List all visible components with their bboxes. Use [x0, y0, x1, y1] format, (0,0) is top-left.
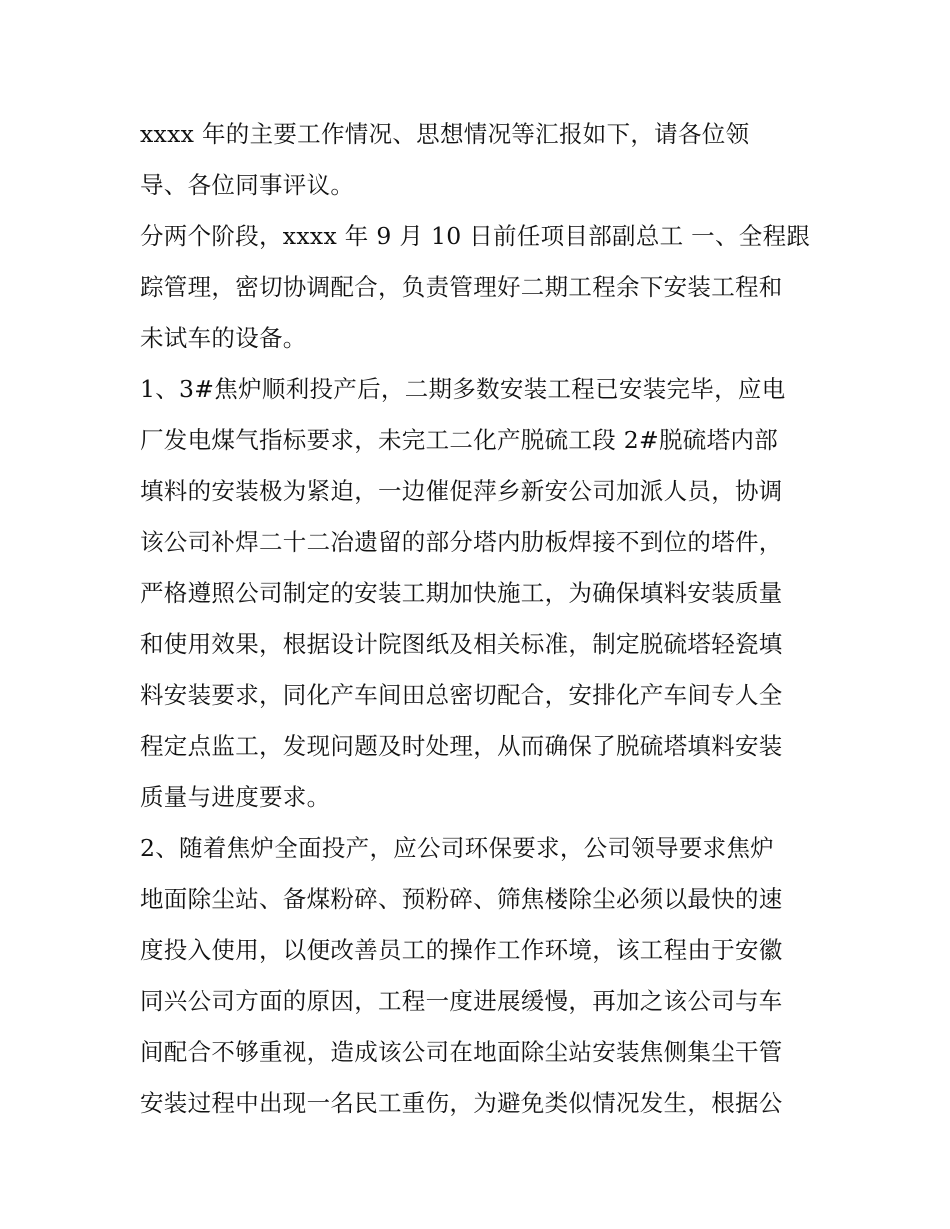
text-line: 厂发电煤气指标要求，未完工二化产脱硫工段 2#脱硫塔内部: [140, 426, 779, 454]
paragraph-intro: [140, 109, 820, 211]
paragraph-stages: [140, 211, 820, 364]
text-line: 分两个阶段，xxxx 年 9 月 10 日前任项目部副总工 一、全程跟: [140, 222, 811, 250]
text-line: 和使用效果，根据设计院图纸及相关标准，制定脱硫塔轻瓷填: [140, 630, 783, 658]
text-line: 未试车的设备。: [140, 324, 307, 352]
text-line: 安装过程中出现一名民工重伤，为避免类似情况发生，根据公: [140, 1089, 783, 1117]
text-line: 程定点监工，发现问题及时处理，从而确保了脱硫塔填料安装: [140, 732, 783, 760]
document-body: [140, 109, 820, 1129]
text-line: 填料的安装极为紧迫，一边催促萍乡新安公司加派人员，协调: [140, 477, 783, 505]
paragraph-item-2: [140, 823, 820, 1129]
text-line: xxxx 年的主要工作情况、思想情况等汇报如下，请各位领: [140, 120, 750, 148]
paragraph-item-1: [140, 364, 820, 823]
text-line: 1、3#焦炉顺利投产后，二期多数安装工程已安装完毕，应电: [140, 375, 786, 403]
text-line: 2、随着焦炉全面投产，应公司环保要求，公司领导要求焦炉: [140, 834, 775, 862]
text-line: 该公司补焊二十二冶遗留的部分塔内肋板焊接不到位的塔件，: [140, 528, 783, 556]
text-line: 间配合不够重视，造成该公司在地面除尘站安装焦侧集尘干管: [140, 1038, 783, 1066]
text-line: 同兴公司方面的原因，工程一度进展缓慢，再加之该公司与车: [140, 987, 783, 1015]
text-line: 质量与进度要求。: [140, 783, 331, 811]
text-line: 度投入使用，以便改善员工的操作工作环境，该工程由于安徽: [140, 936, 783, 964]
text-line: 料安装要求，同化产车间田总密切配合，安排化产车间专人全: [140, 681, 783, 709]
text-line: 严格遵照公司制定的安装工期加快施工，为确保填料安装质量: [140, 579, 783, 607]
text-line: 踪管理，密切协调配合，负责管理好二期工程余下安装工程和: [140, 273, 783, 301]
text-line: 地面除尘站、备煤粉碎、预粉碎、筛焦楼除尘必须以最快的速: [140, 885, 783, 913]
text-line: 导、各位同事评议。: [140, 171, 355, 199]
